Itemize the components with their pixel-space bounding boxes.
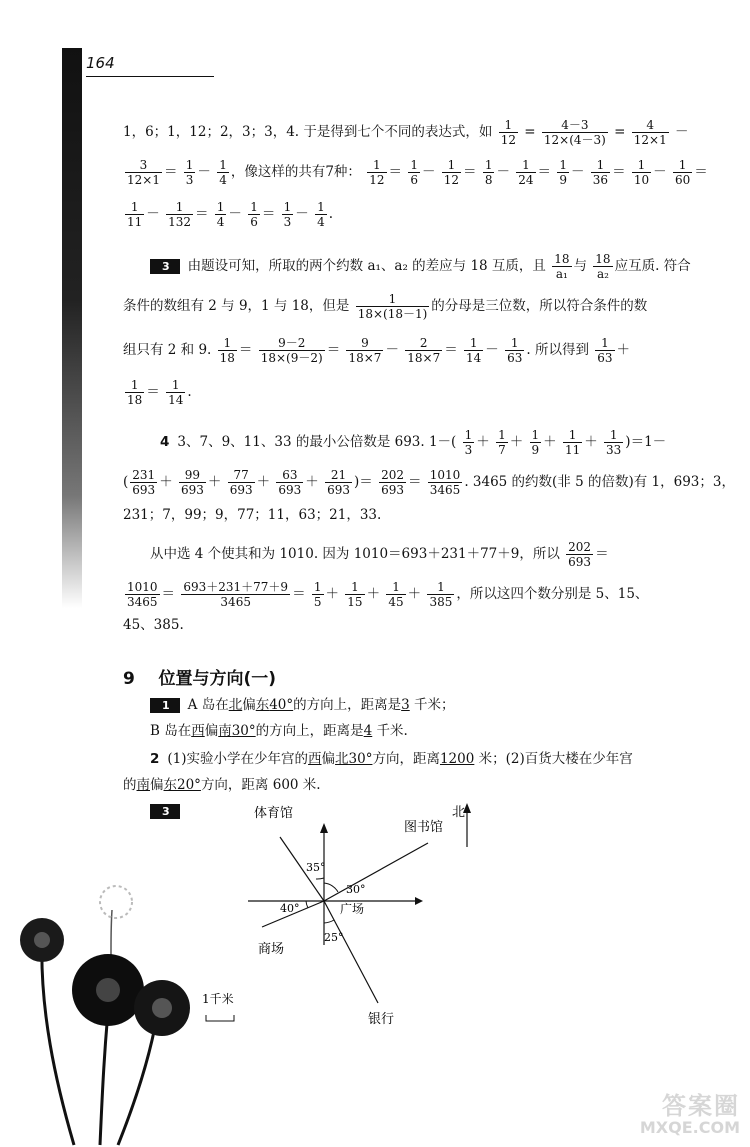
section-title: 9 位置与方向(一) bbox=[123, 669, 277, 689]
scale-bar bbox=[206, 1015, 234, 1021]
arc-35 bbox=[316, 878, 324, 879]
label-scale: 1千米 bbox=[202, 992, 234, 1006]
p4-line5: $\frac{1010}{3465}$ ＝ $\frac{693+231+77+9}{3465}$ ＝ $\frac{1}{5}$ ＋ $\frac{1}{15}$ ＋ $\frac{1}{45}$ ＋ $\frac{1}{385}$ ，所以这四个数分别是 5、15、 bbox=[127, 580, 649, 609]
p1-line3: $\frac{1}{11}$ － $\frac{1}{132}$ ＝ $\frac{1}{4}$ － $\frac{1}{6}$ ＝ $\frac{1}{3}$ － $\frac{1}{4}$ . bbox=[127, 200, 334, 229]
page-sidebar-bar bbox=[62, 48, 82, 608]
label-stadium: 体育馆 bbox=[254, 806, 294, 821]
p4-line4: 从中选 4 个使其和为 1010. 因为 1010＝693＋231＋77＋9，所以 $\frac{202}{693}$ ＝ bbox=[150, 540, 609, 569]
question-badge: 3 bbox=[150, 804, 180, 819]
label-bank: 银行 bbox=[368, 1012, 395, 1027]
flower-right-icon bbox=[134, 980, 190, 1036]
p4-line2: ( $\frac{231}{693}$ ＋ $\frac{99}{693}$ ＋ $\frac{77}{693}$ ＋ $\frac{63}{693}$ ＋ $\frac{21}{693}$ )＝ $\frac{202}{693}$ ＝ $\frac{1010}{3465}$ . 3465 的约数(非 5 的倍数)有 1，693；3， bbox=[123, 468, 735, 497]
p1-line2: $\frac{3}{12\times 1}$ ＝ $\frac{1}{3}$ － $\frac{1}{4}$ ，像这样的共有7种： $\frac{1}{12}$ ＝ $\frac{1}{6}$ － $\frac{1}{12}$ ＝ $\frac{1}{8}$ － $\frac{1}{24}$ ＝ $\frac{1}{9}$ － $\frac{1}{36}$ ＝ $\frac{1}{10}$ － $\frac{1}{60}$ ＝ bbox=[127, 158, 708, 187]
flower-faded-icon bbox=[100, 886, 132, 918]
arc-30 bbox=[324, 883, 338, 892]
p4-line3: 231；7，99；9，77；11，63；21，33. bbox=[123, 507, 382, 523]
north-arrow-icon bbox=[320, 823, 328, 833]
question-badge: 3 bbox=[150, 259, 180, 274]
p4-line6: 45、385. bbox=[123, 617, 184, 633]
q1-line2: B 岛在西偏南30°的方向上，距离是4 千米. bbox=[150, 723, 408, 739]
label-angle-30: 30° bbox=[346, 883, 366, 896]
p3-line3: 组只有 2 和 9. $\frac{1}{18}$ ＝ $\frac{9-2}{18\times(9-2)}$ ＝ $\frac{9}{18\times 7}$ － $\frac{2}{18\times 7}$ ＝ $\frac{1}{14}$ － $\frac{1}{63}$ . 所以得到 $\frac{1}{63}$ ＋ bbox=[123, 336, 631, 365]
p3-line1: 3 由题设可知，所取的两个约数 a₁、a₂ 的差应与 18 互质，且 $\frac{18}{\text{a₁}}$ 与 $\frac{18}{\text{a₂}}$ 应互质. 符合 bbox=[150, 252, 691, 281]
header-rule bbox=[86, 76, 214, 77]
label-mall: 商场 bbox=[258, 942, 285, 957]
p4-line1: 4 3、7、9、11、33 的最小公倍数是 693. 1－( $\frac{1}{3}$ ＋ $\frac{1}{7}$ ＋ $\frac{1}{9}$ ＋ $\frac{1}{11}$ ＋ $\frac{1}{33}$ )＝1－ bbox=[160, 428, 667, 457]
p1-line1: 1，6；1，12；2，3；3，4. 于是得到七个不同的表达式，如 $\frac{1}{12}$ = $\frac{4-3}{12\times(4-3)}$ = $\frac{4}{12\times 1}$ － bbox=[123, 118, 689, 147]
fraction: $\frac{1}{12}$ bbox=[500, 118, 516, 147]
page-number: 164 bbox=[86, 54, 115, 72]
q2-line1: 2 (1)实验小学在少年宫的西偏北30°方向，距离1200 米；(2)百货大楼在少年宫 bbox=[150, 751, 633, 767]
q2-line2: 的南偏东20°方向，距离 600 米. bbox=[123, 777, 321, 793]
label-north: 北 bbox=[452, 805, 466, 820]
label-library: 图书馆 bbox=[404, 820, 444, 835]
label-plaza: 广场 bbox=[340, 902, 365, 916]
arc-25 bbox=[324, 920, 334, 923]
label-angle-35: 35° bbox=[306, 861, 326, 874]
q1-line1: 1 A 岛在北偏东40°的方向上，距离是3 千米； bbox=[150, 694, 455, 716]
ray-library bbox=[324, 843, 428, 901]
ray-bank bbox=[324, 901, 378, 1003]
question-badge: 1 bbox=[150, 698, 180, 713]
label-angle-25: 25° bbox=[324, 931, 344, 944]
label-angle-40: 40° bbox=[280, 902, 300, 915]
p3-line4: $\frac{1}{18}$ ＝ $\frac{1}{14}$ . bbox=[127, 378, 192, 407]
flower-illustration bbox=[0, 880, 210, 1147]
fraction: $\frac{4}{12\times 1}$ bbox=[633, 118, 667, 147]
arc-40 bbox=[306, 901, 308, 908]
p3-line2: 条件的数组有 2 与 9，1 与 18，但是 $\frac{1}{18\times(18-1)}$ 的分母是三位数，所以符合条件的数 bbox=[123, 292, 648, 321]
fraction: $\frac{4-3}{12\times(4-3)}$ bbox=[543, 118, 606, 147]
flower-left-icon bbox=[20, 918, 64, 962]
watermark: 答案圈 MXQE.COM bbox=[639, 1092, 740, 1137]
east-arrow-icon bbox=[415, 897, 423, 905]
flower-middle-icon bbox=[72, 954, 144, 1026]
